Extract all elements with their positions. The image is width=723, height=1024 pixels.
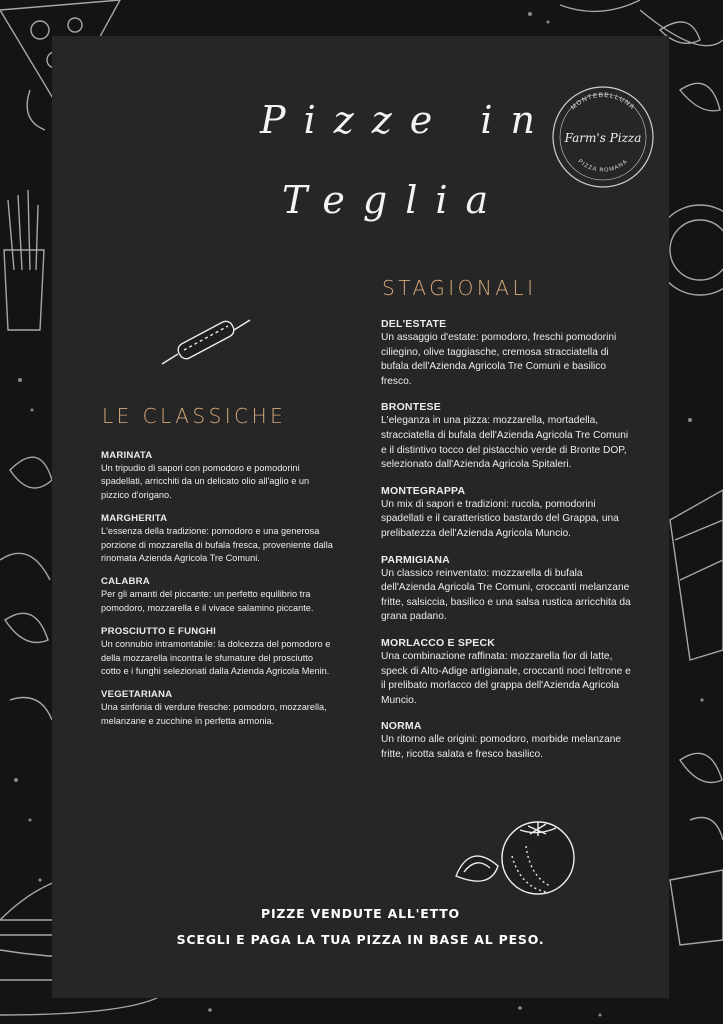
stagionali-heading: STAGIONALI — [382, 276, 537, 300]
item-name: MORLACCO E SPECK — [381, 636, 496, 649]
item-desc: Un connubio intramontabile: la dolcezza del pomodoro e della mozzarella incontra le sfumature del prosciutto cotto e i funghi selezionati dalla Azienda Agricola Menin. — [101, 639, 331, 677]
classiche-heading: LE CLASSICHE — [102, 404, 287, 428]
item-name: DEL'ESTATE — [381, 318, 447, 330]
item-name: MARINATA — [101, 450, 153, 461]
list-item — [101, 689, 333, 728]
title-line-1: Pizze in — [260, 98, 553, 142]
item-name: MARGHERITA — [101, 513, 168, 525]
rolling-pin-icon — [158, 312, 254, 372]
menu-panel — [52, 36, 669, 998]
stagionali-list — [381, 318, 631, 774]
item-desc: Un mix di sapori e tradizioni: rucola, pomodorini spadellati e il caratteristico bastardo del Grappa, una prelibatezza dell'Azienda Agricola Muncio. — [381, 498, 619, 539]
list-item — [381, 637, 631, 708]
svg-text:MONTEBELLUNA — [570, 92, 636, 112]
title-line-2: Teglia — [282, 178, 507, 222]
item-name: PROSCIUTTO E FUNGHI — [101, 626, 217, 638]
item-name: CALABRA — [101, 576, 150, 588]
item-desc: Per gli amanti del piccante: un perfetto equilibrio tra pomodoro, mozzarella e il vivace salamino piccante. — [101, 589, 314, 613]
item-desc: Un assaggio d'estate: pomodoro, freschi pomodorini ciliegino, olive taggiasche, cremosa stracciatella di bufala dell'Azienda Agricola Tre Comuni e basilico fresco. — [381, 332, 617, 387]
item-desc: Un tripudio di sapori con pomodoro e pomodorini spadellati, arricchiti da un delicato olio all'aglio e un pizzico d'origano. — [101, 463, 310, 500]
item-name: MONTEGRAPPA — [381, 484, 466, 497]
item-desc: Una sinfonia di verdure fresche: pomodoro, mozzarella, melanzane e zucchine in perfetta armonia. — [101, 702, 327, 726]
list-item — [381, 485, 631, 542]
list-item — [381, 720, 631, 762]
item-name: NORMA — [381, 720, 422, 733]
classiche-list — [101, 450, 333, 739]
svg-text:PIZZA ROMANA — [577, 159, 630, 174]
list-item — [381, 318, 631, 389]
list-item — [381, 401, 631, 472]
item-name: PARMIGIANA — [381, 553, 450, 566]
list-item — [101, 576, 333, 615]
logo-name: Farm's Pizza — [564, 131, 642, 145]
farms-pizza-logo — [548, 82, 658, 192]
item-desc: L'eleganza in una pizza: mozzarella, mortadella, stracciatella di bufala dell'Azienda Agricola Tre Comuni e il distintivo tocco del pistacchio verde di Bronte DOP, selezionato dall'Azienda Agricola Spitaleri. — [381, 415, 629, 471]
logo-bottom-text: PIZZA ROMANA — [576, 158, 630, 174]
list-item — [101, 450, 333, 502]
logo-top-text: MONTEBELLUNA — [569, 91, 637, 112]
footer-line-1: PIZZE VENDUTE ALL'ETTO — [261, 906, 460, 921]
item-desc: Un classico reinventato: mozzarella di bufala dell'Azienda Agricola Tre Comuni, croccanti melanzane fritte, salsiccia, basilico e una salsa rustica arricchita da grana padano. — [381, 567, 631, 623]
item-desc: Una combinazione raffinata: mozzarella fior di latte, speck di Alto-Adige artigianale, croccanti noci feltrone e il prelibato morlacco del grappa dell'Azienda Agricola Muncio. — [381, 650, 631, 706]
item-desc: L'essenza della tradizione: pomodoro e una generosa porzione di mozzarella di bufala fresca, proveniente dalla rinomata Azienda Agricola Tre Comuni. — [101, 526, 333, 564]
list-item — [101, 513, 333, 565]
footer-line-2: SCEGLI E PAGA LA TUA PIZZA IN BASE AL PESO. — [176, 932, 545, 947]
list-item — [381, 554, 631, 625]
list-item — [101, 626, 333, 678]
item-name: BRONTESE — [381, 401, 441, 414]
tomato-icon — [450, 806, 580, 902]
item-name: VEGETARIANA — [101, 689, 173, 701]
item-desc: Un ritorno alle origini: pomodoro, morbide melanzane fritte, ricotta salata e fresco basilico. — [381, 734, 622, 760]
